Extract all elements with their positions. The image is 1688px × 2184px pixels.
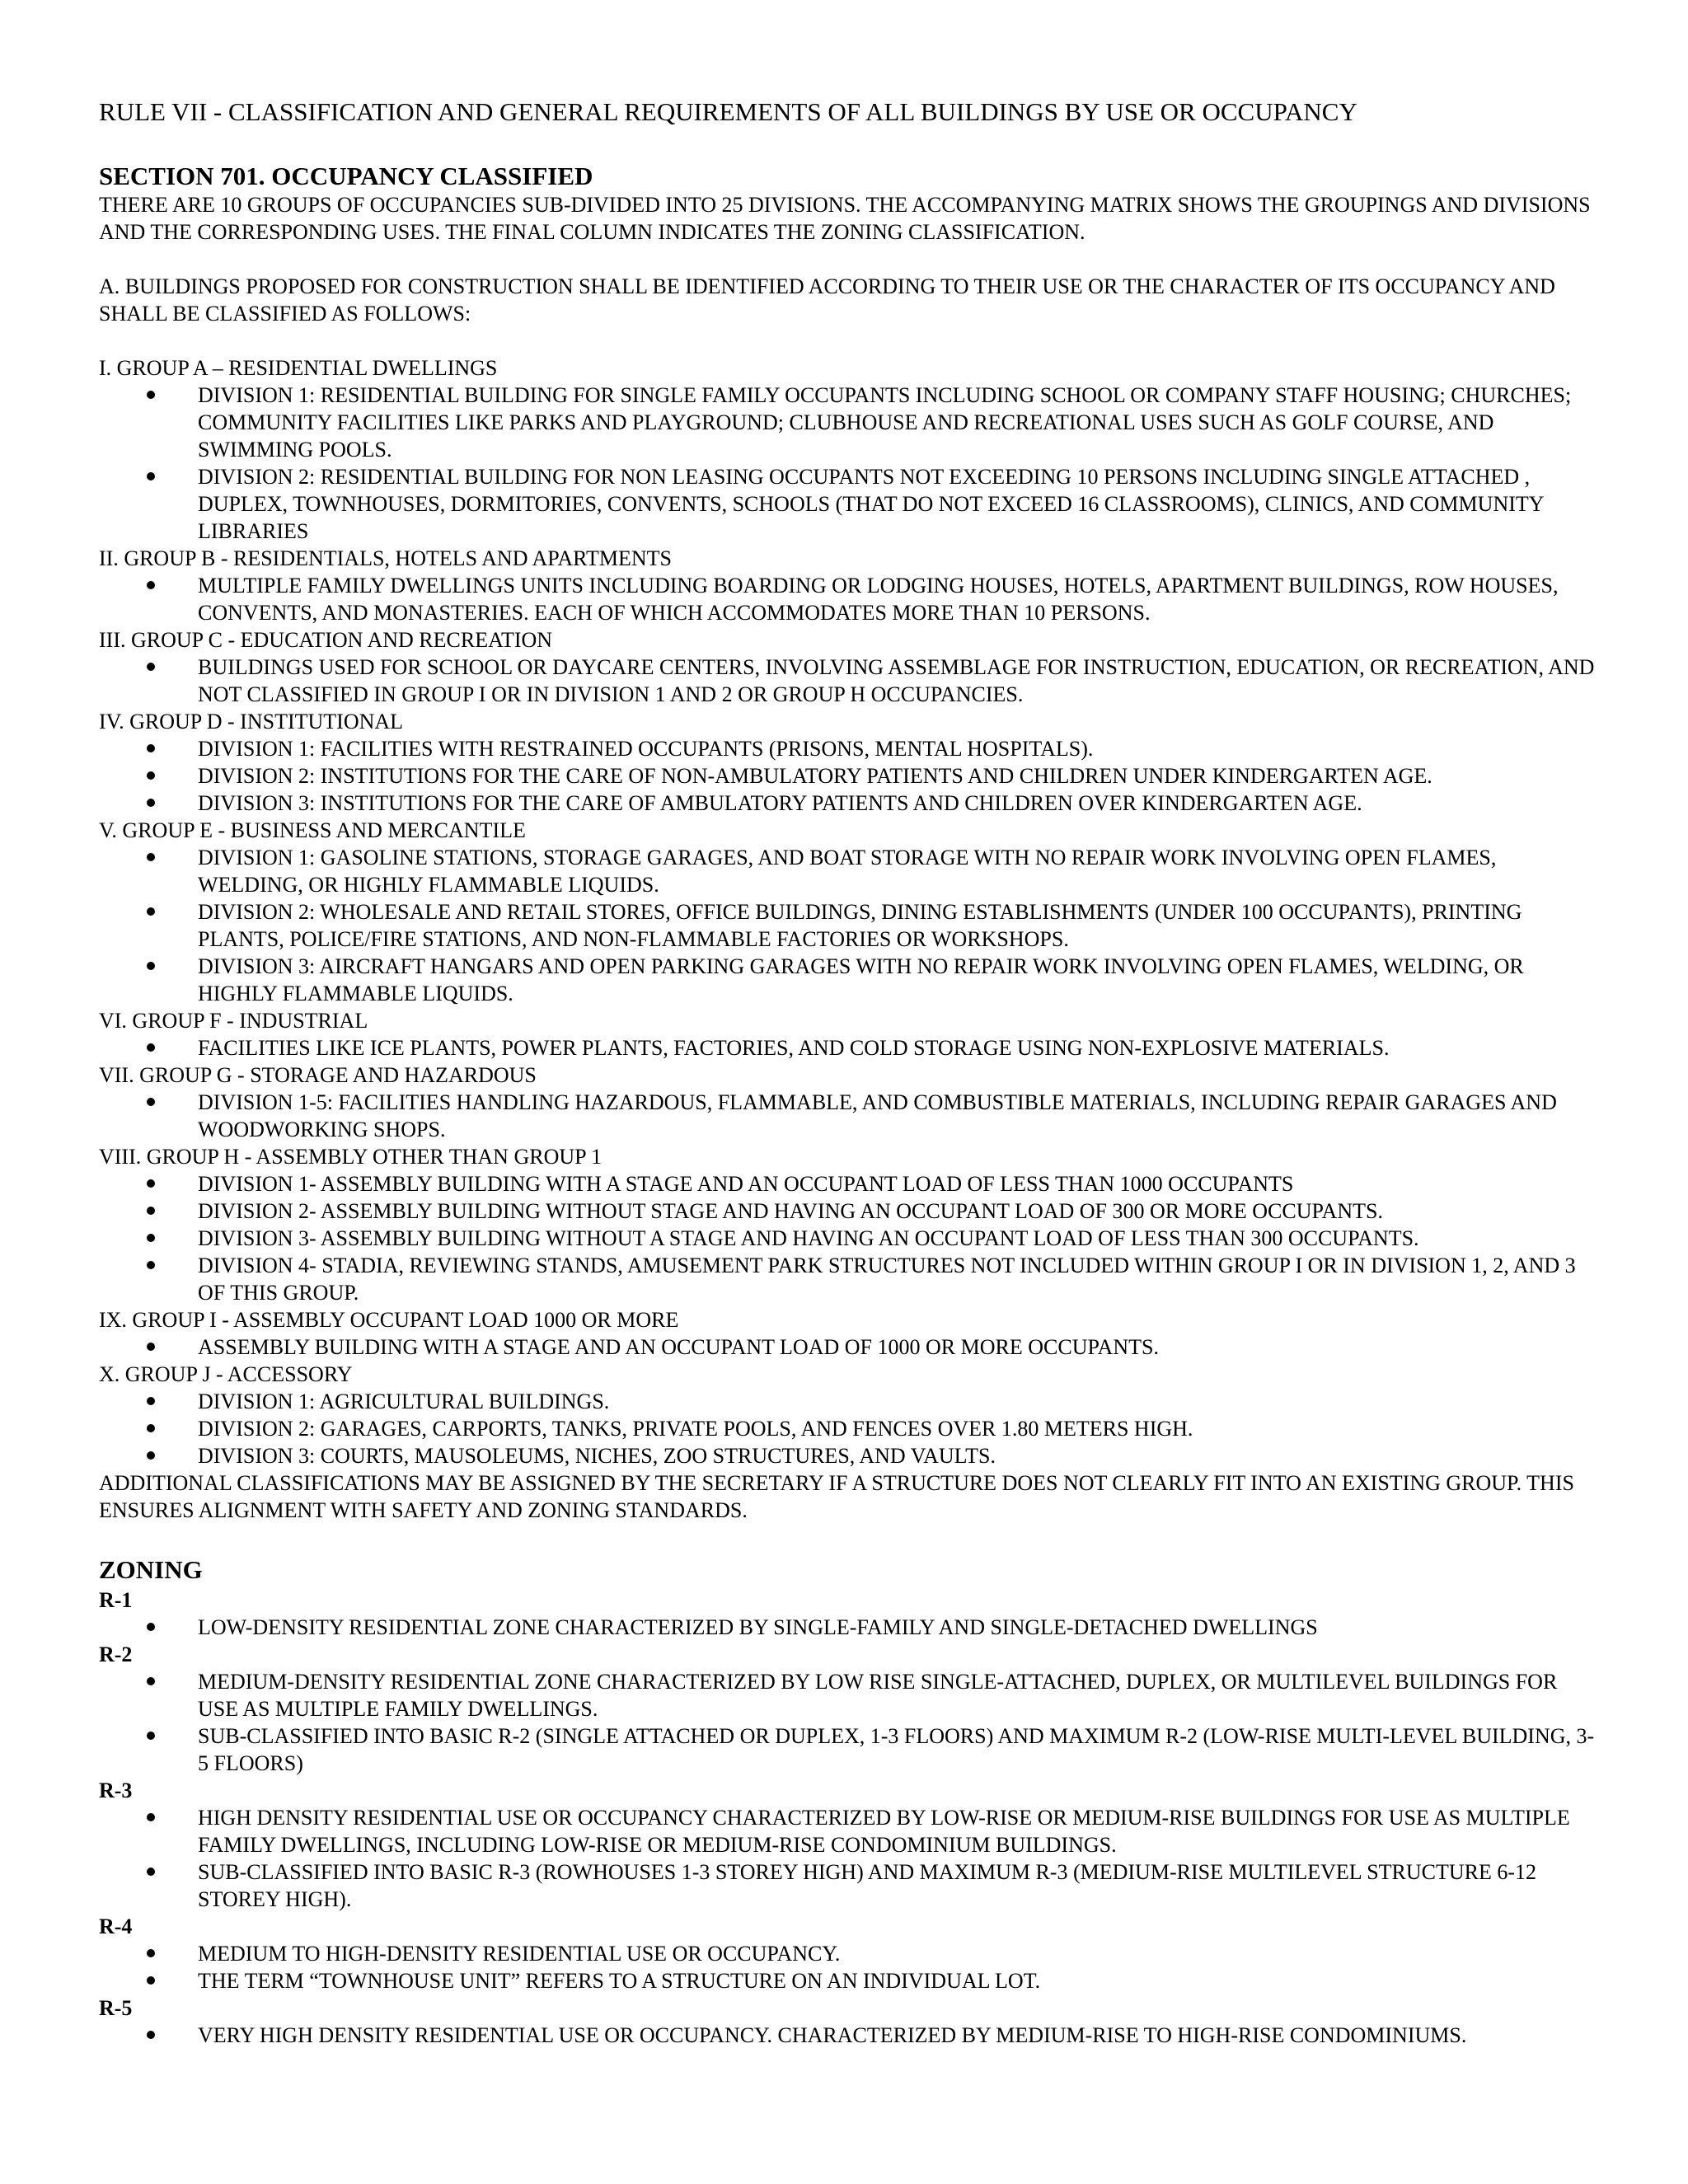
bullet-icon	[147, 1949, 155, 1957]
bullet-list	[99, 1333, 1599, 1361]
list-item	[99, 1442, 1599, 1469]
list-item	[99, 1967, 1599, 1994]
list-item-text: DIVISION 3: COURTS, MAUSOLEUMS, NICHES, ZOO STRUCTURES, AND VAULTS.	[198, 1444, 996, 1468]
zone-code: R-2	[99, 1643, 133, 1666]
intro-paragraph: THERE ARE 10 GROUPS OF OCCUPANCIES SUB-DIVIDED INTO 25 DIVISIONS. THE ACCOMPANYING MATRIX SHOWS THE GROUPINGS AND DIVISIONS AND THE CORRESPONDING USES. THE FINAL COLUMN INDICATES THE ZONING CLASSIFICATION.	[99, 193, 1591, 244]
group-heading: II. GROUP B - RESIDENTIALS, HOTELS AND APARTMENTS	[99, 546, 672, 570]
list-item	[99, 1804, 1599, 1858]
list-item-text: BUILDINGS USED FOR SCHOOL OR DAYCARE CENTERS, INVOLVING ASSEMBLAGE FOR INSTRUCTION, EDUCATION, OR RECREATION, AND NOT CLASSIFIED IN GROUP I OR IN DIVISION 1 AND 2 OR GROUP H OCCUPANCIES.	[198, 655, 1595, 706]
bullet-icon	[147, 1677, 155, 1685]
list-item-text: DIVISION 4- STADIA, REVIEWING STANDS, AMUSEMENT PARK STRUCTURES NOT INCLUDED WITHIN GROUP I OR IN DIVISION 1, 2, AND 3 OF THIS GROUP.	[198, 1254, 1576, 1305]
list-item	[99, 1415, 1599, 1442]
list-item-text: THE TERM “TOWNHOUSE UNIT” REFERS TO A STRUCTURE ON AN INDIVIDUAL LOT.	[198, 1969, 1041, 1993]
bullet-icon	[147, 1098, 155, 1106]
list-item	[99, 790, 1599, 817]
group-heading: VII. GROUP G - STORAGE AND HAZARDOUS	[99, 1063, 537, 1087]
spacer	[99, 327, 1599, 354]
list-item-text: DIVISION 3: INSTITUTIONS FOR THE CARE OF AMBULATORY PATIENTS AND CHILDREN OVER KINDERGARTEN AGE.	[198, 791, 1362, 815]
list-item-text: DIVISION 3: AIRCRAFT HANGARS AND OPEN PARKING GARAGES WITH NO REPAIR WORK INVOLVING OPEN FLAMES, WELDING, OR HIGHLY FLAMMABLE LIQUIDS.	[198, 954, 1524, 1005]
bullet-icon	[147, 1732, 155, 1740]
bullet-list	[99, 1170, 1599, 1306]
bullet-icon	[147, 581, 155, 589]
bullet-icon	[147, 907, 155, 916]
list-item	[99, 463, 1599, 545]
list-item-text: DIVISION 1: RESIDENTIAL BUILDING FOR SINGLE FAMILY OCCUPANTS INCLUDING SCHOOL OR COMPANY STAFF HOUSING; CHURCHES; COMMUNITY FACILITIES LIKE PARKS AND PLAYGROUND; CLUBHOUSE AND RECREATIONAL USES SUCH AS GOLF COURSE, AND SWIMMING POOLS.	[198, 383, 1572, 462]
paragraph-a: A. BUILDINGS PROPOSED FOR CONSTRUCTION SHALL BE IDENTIFIED ACCORDING TO THEIR USE OR THE CHARACTER OF ITS OCCUPANCY AND SHALL BE CLASSIFIED AS FOLLOWS:	[99, 274, 1555, 326]
list-item	[99, 2022, 1599, 2049]
additional-classifications: ADDITIONAL CLASSIFICATIONS MAY BE ASSIGNED BY THE SECRETARY IF A STRUCTURE DOES NOT CLEARLY FIT INTO AN EXISTING GROUP. THIS ENSURES ALIGNMENT WITH SAFETY AND ZONING STANDARDS.	[99, 1471, 1574, 1522]
bullet-icon	[147, 1207, 155, 1215]
list-item-text: DIVISION 1- ASSEMBLY BUILDING WITH A STAGE AND AN OCCUPANT LOAD OF LESS THAN 1000 OCCUPANTS	[198, 1172, 1294, 1196]
bullet-icon	[147, 771, 155, 780]
list-item	[99, 382, 1599, 463]
group-heading: V. GROUP E - BUSINESS AND MERCANTILE	[99, 818, 526, 842]
group-heading: I. GROUP A – RESIDENTIAL DWELLINGS	[99, 356, 498, 380]
list-item	[99, 1034, 1599, 1062]
list-item-text: HIGH DENSITY RESIDENTIAL USE OR OCCUPANCY CHARACTERIZED BY LOW-RISE OR MEDIUM-RISE BUILDINGS FOR USE AS MULTIPLE FAMILY DWELLINGS, INCLUDING LOW-RISE OR MEDIUM-RISE CONDOMINIUM BUILDINGS.	[198, 1806, 1570, 1857]
list-item	[99, 1388, 1599, 1415]
list-item	[99, 1225, 1599, 1252]
list-item-text: DIVISION 1: AGRICULTURAL BUILDINGS.	[198, 1390, 610, 1413]
list-item-text: DIVISION 1: FACILITIES WITH RESTRAINED OCCUPANTS (PRISONS, MENTAL HOSPITALS).	[198, 737, 1094, 761]
list-item	[99, 1333, 1599, 1361]
spacer	[99, 246, 1599, 273]
list-item-text: DIVISION 3- ASSEMBLY BUILDING WITHOUT A STAGE AND HAVING AN OCCUPANT LOAD OF LESS THAN 300 OCCUPANTS.	[198, 1226, 1419, 1250]
bullet-icon	[147, 744, 155, 752]
list-item-text: DIVISION 2- ASSEMBLY BUILDING WITHOUT STAGE AND HAVING AN OCCUPANT LOAD OF 300 OR MORE OCCUPANTS.	[198, 1199, 1383, 1223]
list-item	[99, 572, 1599, 626]
bullet-icon	[147, 472, 155, 480]
list-item-text: SUB-CLASSIFIED INTO BASIC R-3 (ROWHOUSES 1-3 STOREY HIGH) AND MAXIMUM R-3 (MEDIUM-RISE MULTILEVEL STRUCTURE 6-12 STOREY HIGH).	[198, 1860, 1537, 1911]
bullet-list	[99, 382, 1599, 545]
list-item	[99, 654, 1599, 708]
bullet-icon	[147, 1868, 155, 1876]
list-item	[99, 1858, 1599, 1913]
list-item-text: DIVISION 2: RESIDENTIAL BUILDING FOR NON LEASING OCCUPANTS NOT EXCEEDING 10 PERSONS INCLUDING SINGLE ATTACHED , DUPLEX, TOWNHOUSES, DORMITORIES, CONVENTS, SCHOOLS (THAT DO NOT EXCEED 16 CLASSROOMS), CLINICS, AND COMMUNITY LIBRARIES	[198, 465, 1544, 543]
bullet-list	[99, 1089, 1599, 1143]
bullet-icon	[147, 1976, 155, 1985]
bullet-list	[99, 1614, 1599, 1641]
bullet-list	[99, 1668, 1599, 1777]
list-item	[99, 1252, 1599, 1306]
section-title: SECTION 701. OCCUPANCY CLASSIFIED	[99, 162, 593, 190]
group-heading: VI. GROUP F - INDUSTRIAL	[99, 1009, 368, 1033]
document-page	[99, 96, 1599, 2049]
bullet-icon	[147, 1261, 155, 1269]
bullet-icon	[147, 1424, 155, 1432]
list-item-text: MEDIUM-DENSITY RESIDENTIAL ZONE CHARACTERIZED BY LOW RISE SINGLE-ATTACHED, DUPLEX, OR MULTILEVEL BUILDINGS FOR USE AS MULTIPLE FAMILY DWELLINGS.	[198, 1670, 1558, 1721]
bullet-icon	[147, 1179, 155, 1188]
bullet-icon	[147, 962, 155, 970]
bullet-list	[99, 1804, 1599, 1913]
bullet-icon	[147, 1343, 155, 1351]
group-heading: III. GROUP C - EDUCATION AND RECREATION	[99, 628, 553, 652]
rule-title: RULE VII - CLASSIFICATION AND GENERAL REQUIREMENTS OF ALL BUILDINGS BY USE OR OCCUPANCY	[99, 97, 1357, 126]
zone-code: R-1	[99, 1588, 133, 1612]
bullet-icon	[147, 799, 155, 807]
list-item	[99, 735, 1599, 762]
occupancy-groups	[99, 354, 1599, 1469]
bullet-list	[99, 2022, 1599, 2049]
group-heading: X. GROUP J - ACCESSORY	[99, 1362, 353, 1386]
list-item	[99, 1722, 1599, 1777]
list-item	[99, 898, 1599, 953]
bullet-icon	[147, 1043, 155, 1052]
list-item	[99, 1197, 1599, 1225]
list-item	[99, 1668, 1599, 1722]
list-item	[99, 1940, 1599, 1967]
list-item-text: SUB-CLASSIFIED INTO BASIC R-2 (SINGLE ATTACHED OR DUPLEX, 1-3 FLOORS) AND MAXIMUM R-2 (LOW-RISE MULTI-LEVEL BUILDING, 3-5 FLOORS)	[198, 1724, 1595, 1775]
bullet-list	[99, 1388, 1599, 1469]
list-item	[99, 953, 1599, 1007]
zoning-list	[99, 1586, 1599, 2049]
bullet-icon	[147, 1234, 155, 1242]
zone-code: R-5	[99, 1996, 133, 2020]
list-item-text: DIVISION 2: INSTITUTIONS FOR THE CARE OF NON-AMBULATORY PATIENTS AND CHILDREN UNDER KINDERGARTEN AGE.	[198, 764, 1432, 788]
list-item	[99, 1614, 1599, 1641]
bullet-icon	[147, 391, 155, 399]
list-item	[99, 1089, 1599, 1143]
bullet-icon	[147, 1451, 155, 1460]
bullet-list	[99, 844, 1599, 1007]
bullet-icon	[147, 1623, 155, 1631]
list-item-text: ASSEMBLY BUILDING WITH A STAGE AND AN OCCUPANT LOAD OF 1000 OR MORE OCCUPANTS.	[198, 1335, 1159, 1359]
list-item-text: DIVISION 1-5: FACILITIES HANDLING HAZARDOUS, FLAMMABLE, AND COMBUSTIBLE MATERIALS, INCLUDING REPAIR GARAGES AND WOODWORKING SHOPS.	[198, 1090, 1557, 1141]
zoning-title: ZONING	[99, 1555, 203, 1584]
bullet-icon	[147, 1813, 155, 1821]
list-item-text: MEDIUM TO HIGH-DENSITY RESIDENTIAL USE OR OCCUPANCY.	[198, 1942, 841, 1966]
zone-code: R-3	[99, 1779, 133, 1802]
bullet-list	[99, 572, 1599, 626]
list-item	[99, 1170, 1599, 1197]
list-item-text: LOW-DENSITY RESIDENTIAL ZONE CHARACTERIZED BY SINGLE-FAMILY AND SINGLE-DETACHED DWELLINGS	[198, 1615, 1318, 1639]
zone-code: R-4	[99, 1915, 133, 1938]
bullet-list	[99, 735, 1599, 817]
bullet-list	[99, 1034, 1599, 1062]
list-item-text: MULTIPLE FAMILY DWELLINGS UNITS INCLUDING BOARDING OR LODGING HOUSES, HOTELS, APARTMENT BUILDINGS, ROW HOUSES, CONVENTS, AND MONASTERIES. EACH OF WHICH ACCOMMODATES MORE THAN 10 PERSONS.	[198, 574, 1559, 625]
bullet-icon	[147, 853, 155, 861]
bullet-icon	[147, 2031, 155, 2039]
bullet-list	[99, 1940, 1599, 1994]
bullet-icon	[147, 663, 155, 671]
group-heading: IX. GROUP I - ASSEMBLY OCCUPANT LOAD 1000 OR MORE	[99, 1308, 679, 1332]
list-item-text: DIVISION 2: GARAGES, CARPORTS, TANKS, PRIVATE POOLS, AND FENCES OVER 1.80 METERS HIGH.	[198, 1417, 1193, 1441]
list-item	[99, 844, 1599, 898]
list-item-text: DIVISION 2: WHOLESALE AND RETAIL STORES, OFFICE BUILDINGS, DINING ESTABLISHMENTS (UNDER 100 OCCUPANTS), PRINTING PLANTS, POLICE/FIRE STATIONS, AND NON-FLAMMABLE FACTORIES OR WORKSHOPS.	[198, 900, 1522, 951]
bullet-icon	[147, 1397, 155, 1405]
group-heading: IV. GROUP D - INSTITUTIONAL	[99, 710, 404, 733]
list-item-text: DIVISION 1: GASOLINE STATIONS, STORAGE GARAGES, AND BOAT STORAGE WITH NO REPAIR WORK INVOLVING OPEN FLAMES, WELDING, OR HIGHLY FLAMMABLE LIQUIDS.	[198, 846, 1497, 897]
bullet-list	[99, 654, 1599, 708]
group-heading: VIII. GROUP H - ASSEMBLY OTHER THAN GROUP 1	[99, 1145, 603, 1169]
list-item	[99, 762, 1599, 790]
list-item-text: FACILITIES LIKE ICE PLANTS, POWER PLANTS, FACTORIES, AND COLD STORAGE USING NON-EXPLOSIVE MATERIALS.	[198, 1036, 1390, 1060]
list-item-text: VERY HIGH DENSITY RESIDENTIAL USE OR OCCUPANCY. CHARACTERIZED BY MEDIUM-RISE TO HIGH-RISE CONDOMINIUMS.	[198, 2023, 1467, 2047]
